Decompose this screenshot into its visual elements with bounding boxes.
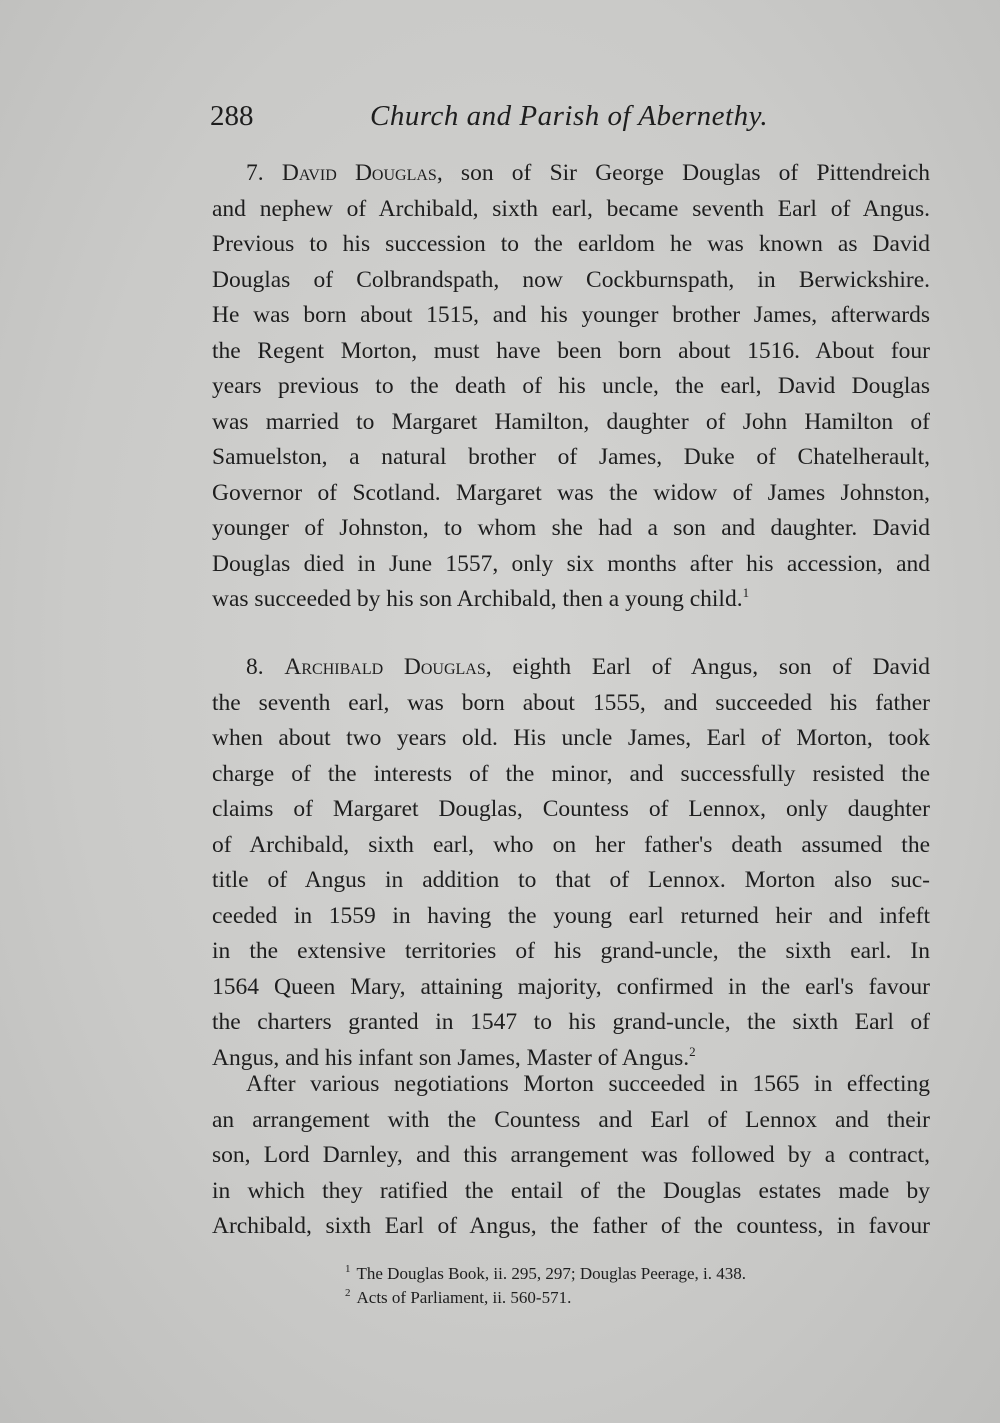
footnote <box>345 1286 905 1310</box>
footnote-mark: 2 <box>345 1287 351 1300</box>
text-line: the Regent Morton, must have been born about 1516. About four <box>212 337 930 364</box>
line-text: eighth Earl of Angus, son of David <box>512 654 930 680</box>
text-line: Governor of Scotland. Margaret was the widow of James Johnston, <box>212 479 930 506</box>
page-header <box>210 100 780 140</box>
person-name: Archibald Douglas, <box>284 654 492 680</box>
text-line: charge of the interests of the minor, and successfully resisted the <box>212 760 930 787</box>
paragraph-number: 8. <box>246 654 264 680</box>
text-line <box>212 156 930 192</box>
text-line: ceeded in 1559 in having the young earl returned heir and infeft <box>212 902 930 929</box>
text-line <box>212 650 930 686</box>
line-text: Angus, and his infant son James, Master of Angus. <box>212 1044 690 1071</box>
text-line: younger of Johnston, to whom she had a son and daughter. David <box>212 515 930 541</box>
text-line: of Archibald, sixth earl, who on her father's death assumed the <box>212 831 930 858</box>
text-line: the charters granted in 1547 to his grand-uncle, the sixth Earl of <box>212 1009 930 1035</box>
text-line: He was born about 1515, and his younger brother James, afterwards <box>212 302 930 328</box>
text-line: After various negotiations Morton succeeded in 1565 in effecting <box>246 1071 930 1097</box>
paragraph-negotiations <box>212 1067 930 1245</box>
paragraph-david-douglas <box>212 156 930 618</box>
text-line: in which they ratified the entail of the Douglas estates made by <box>212 1177 930 1204</box>
text-line: 1564 Queen Mary, attaining majority, confirmed in the earl's favour <box>212 973 930 1000</box>
person-name: David Douglas, <box>281 160 443 186</box>
footnote-reference: 2 <box>689 1043 696 1059</box>
footnote-text: The Douglas Book, ii. 295, 297; Douglas Peerage, i. 438. <box>356 1264 747 1283</box>
footnotes <box>345 1262 905 1310</box>
text-line: Douglas of Colbrandspath, now Cockburnspath, in Berwickshire. <box>212 266 930 293</box>
footnote <box>345 1262 905 1286</box>
text-line: in the extensive territories of his grand-uncle, the sixth earl. In <box>212 938 930 964</box>
line-text: was succeeded by his son Archibald, then a young child. <box>212 586 743 612</box>
page-number: 288 <box>210 100 254 132</box>
text-line: claims of Margaret Douglas, Countess of Lennox, only daughter <box>212 796 930 822</box>
text-line: and nephew of Archibald, sixth earl, became seventh Earl of Angus. <box>212 195 930 222</box>
paragraph-number: 7. <box>246 160 264 186</box>
text-line: was married to Margaret Hamilton, daughter of John Hamilton of <box>212 408 930 435</box>
text-line: Douglas died in June 1557, only six months after his accession, and <box>212 550 930 577</box>
text-line: Samuelston, a natural brother of James, Duke of Chatelherault, <box>212 444 930 470</box>
paragraph-archibald-douglas <box>212 650 930 1076</box>
text-line <box>212 582 930 618</box>
running-title: Church and Parish of Abernethy. <box>370 100 769 132</box>
text-line: title of Angus in addition to that of Lennox. Morton also suc- <box>212 867 930 893</box>
footnote-reference: 1 <box>742 585 750 601</box>
text-line: Archibald, sixth Earl of Angus, the father of the countess, in favour <box>212 1213 930 1239</box>
text-line: when about two years old. His uncle James, Earl of Morton, took <box>212 725 930 751</box>
text-line: Previous to his succession to the earldom he was known as David <box>212 231 930 257</box>
footnote-text: Acts of Parliament, ii. 560-571. <box>356 1288 572 1307</box>
text-line: the seventh earl, was born about 1555, and succeeded his father <box>212 689 930 716</box>
text-line: years previous to the death of his uncle, the earl, David Douglas <box>212 373 930 399</box>
text-line: an arrangement with the Countess and Earl of Lennox and their <box>212 1106 930 1133</box>
footnote-mark: 1 <box>345 1263 351 1276</box>
text-line: son, Lord Darnley, and this arrangement was followed by a contract, <box>212 1142 930 1168</box>
line-text: son of Sir George Douglas of Pittendreich <box>460 160 931 186</box>
